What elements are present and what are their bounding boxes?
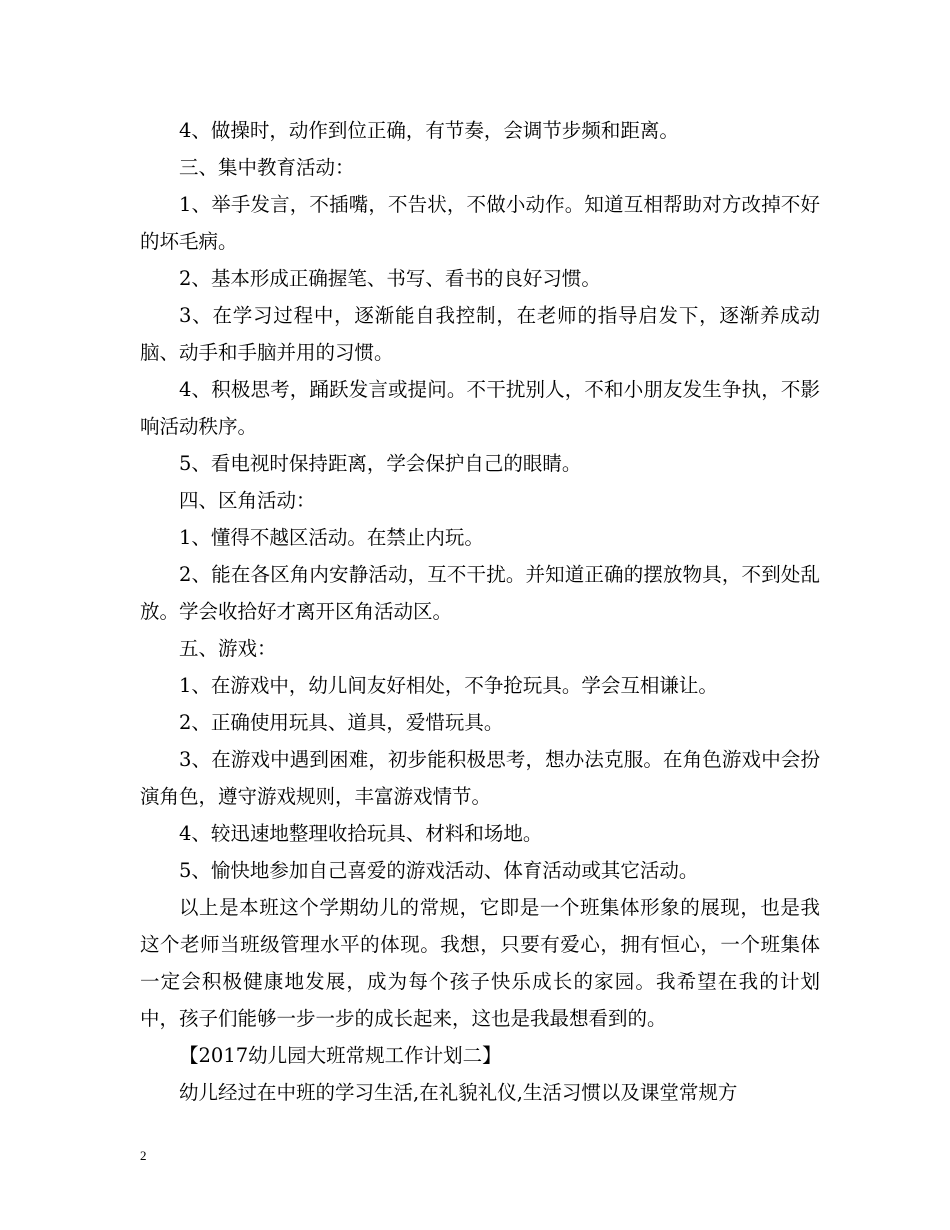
paragraph-10: 2、能在各区角内安静活动，互不干扰。并知道正确的摆放物具，不到处乱放。学会收拾好才离开区角活动区。 <box>140 563 820 623</box>
document-body <box>140 112 820 1111</box>
section-heading-5: 五、游戏： <box>179 637 277 660</box>
paragraph-16: 5、愉快地参加自己喜爱的游戏活动、体育活动或其它活动。 <box>179 859 699 882</box>
paragraph-5: 3、在学习过程中，逐渐能自我控制，在老师的指导启发下，逐渐养成动脑、动手和手脑并用的习惯。 <box>140 304 820 364</box>
paragraph-1: 4、做操时，动作到位正确，有节奏，会调节步频和距离。 <box>179 119 679 142</box>
summary-paragraph: 以上是本班这个学期幼儿的常规，它即是一个班集体形象的展现，也是我这个老师当班级管理水平的体现。我想，只要有爱心，拥有恒心，一个班集体一定会积极健康地发展，成为每个孩子快乐成长的家园。我希望在我的计划中，孩子们能够一步一步的成长起来，这也是我最想看到的。 <box>140 896 820 1030</box>
page-number: 2 <box>140 1148 147 1163</box>
paragraph-12: 1、在游戏中，幼儿间友好相处，不争抢玩具。学会互相谦让。 <box>179 674 718 697</box>
plan-two-heading: 【2017幼儿园大班常规工作计划二】 <box>179 1044 502 1067</box>
paragraph-15: 4、较迅速地整理收拾玩具、材料和场地。 <box>179 822 543 845</box>
paragraph-7: 5、看电视时保持距离，学会保护自己的眼睛。 <box>179 452 582 475</box>
section-heading-4: 四、区角活动： <box>179 489 316 512</box>
paragraph-14: 3、在游戏中遇到困难，初步能积极思考，想办法克服。在角色游戏中会扮演角色，遵守游戏规则，丰富游戏情节。 <box>140 748 820 808</box>
paragraph-4: 2、基本形成正确握笔、书写、看书的良好习惯。 <box>179 267 601 290</box>
paragraph-9: 1、懂得不越区活动。在禁止内玩。 <box>179 526 484 549</box>
section-heading-3: 三、集中教育活动： <box>179 156 355 179</box>
paragraph-6: 4、积极思考，踊跃发言或提问。不干扰别人，不和小朋友发生争执，不影响活动秩序。 <box>140 378 820 438</box>
plan-two-intro: 幼儿经过在中班的学习生活,在礼貌礼仪,生活习惯以及课堂常规方 <box>179 1081 738 1104</box>
paragraph-3: 1、举手发言，不插嘴，不告状，不做小动作。知道互相帮助对方改掉不好的坏毛病。 <box>140 193 820 253</box>
paragraph-13: 2、正确使用玩具、道具，爱惜玩具。 <box>179 711 504 734</box>
